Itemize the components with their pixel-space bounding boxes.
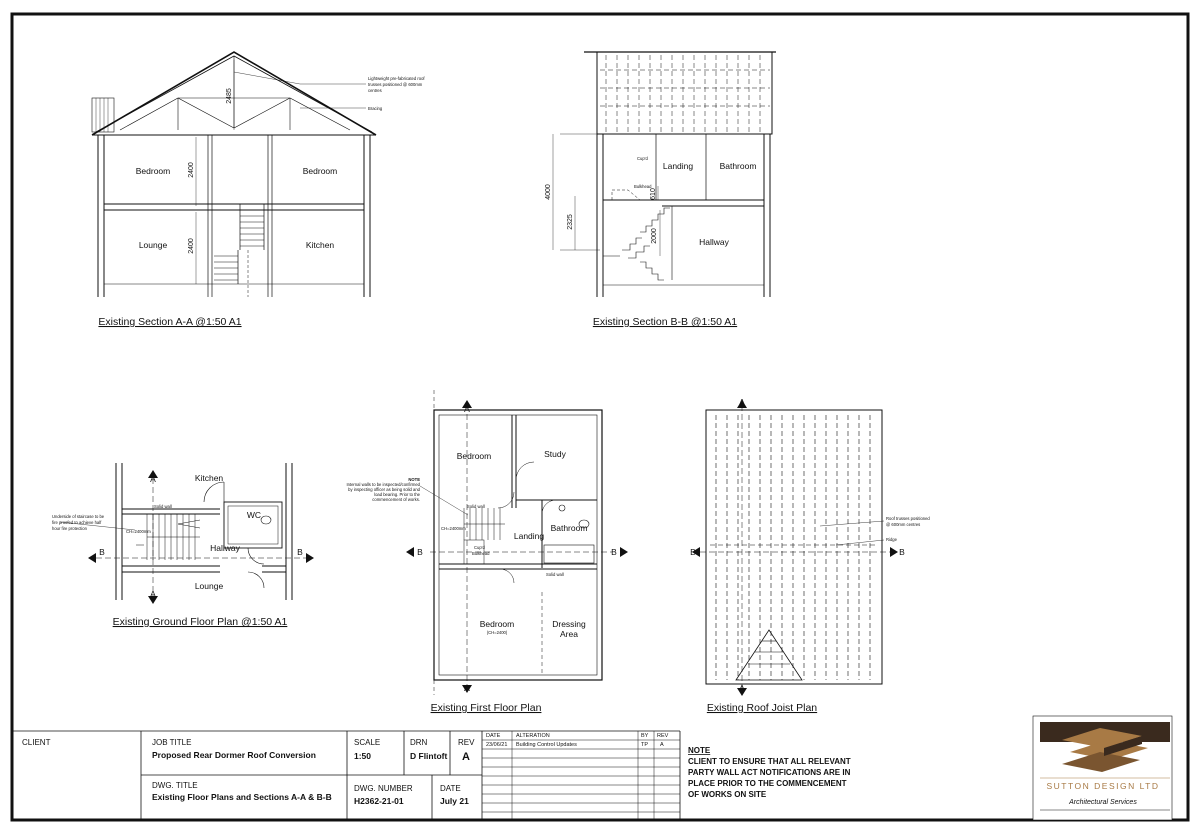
logo-tagline: Architectural Services bbox=[1069, 799, 1137, 806]
first-dressing-1: Dressing bbox=[552, 619, 586, 629]
roof-marker-a-bottom: A bbox=[739, 683, 745, 693]
section-a-lounge: Lounge bbox=[138, 240, 168, 250]
rev-table-header-alteration: ALTERATION bbox=[516, 733, 550, 739]
dwg-number-label: DWG. NUMBER bbox=[354, 784, 413, 793]
dwg-number-value: H2362-21-01 bbox=[354, 796, 404, 806]
site-note-line-2: PARTY WALL ACT NOTIFICATIONS ARE IN bbox=[688, 768, 851, 777]
section-b-dim-total: 4000 bbox=[545, 184, 552, 200]
roof-note-ridge: Ridge bbox=[886, 537, 897, 542]
rev-table-header-rev: REV bbox=[657, 733, 669, 739]
job-title-value: Proposed Rear Dormer Roof Conversion bbox=[152, 750, 316, 760]
ground-floor-plan bbox=[60, 463, 306, 600]
roof-plan-title: Existing Roof Joist Plan bbox=[706, 702, 818, 714]
roof-marker-a-top: A bbox=[739, 397, 745, 407]
dwg-title-label: DWG. TITLE bbox=[152, 781, 198, 790]
date-label: DATE bbox=[440, 784, 461, 793]
section-b-dim-stair: 2000 bbox=[651, 228, 658, 244]
ground-marker-b-right-icon bbox=[306, 553, 314, 563]
section-b-bathroom: Bathroom bbox=[719, 161, 757, 171]
first-marker-b-right: B bbox=[611, 547, 617, 557]
rev-label: REV bbox=[458, 738, 475, 747]
site-note-line-1: CLIENT TO ENSURE THAT ALL RELEVANT bbox=[688, 757, 851, 766]
first-note-l4: commencement of works. bbox=[372, 497, 420, 502]
section-a-dim-upper: 2400 bbox=[188, 162, 195, 178]
section-a-bracing-note: Bracing bbox=[368, 106, 383, 111]
first-note-l1: Internal walls to be inspected/confirmed bbox=[346, 482, 420, 487]
rev-table-row-by: TP bbox=[641, 742, 649, 748]
ground-kitchen: Kitchen bbox=[194, 473, 224, 483]
section-a-bedroom-left: Bedroom bbox=[135, 166, 171, 176]
first-study: Study bbox=[544, 449, 566, 459]
section-b-title: Existing Section B-B @1:50 A1 bbox=[592, 316, 738, 328]
first-marker-b-left-icon bbox=[406, 547, 414, 557]
ground-marker-b-left: B bbox=[99, 547, 105, 557]
first-marker-b-right-icon bbox=[620, 547, 628, 557]
section-b-cupd: Cup'd bbox=[637, 156, 648, 161]
first-floor-plan bbox=[420, 390, 612, 695]
first-plan-title: Existing First Floor Plan bbox=[430, 702, 542, 714]
ground-lounge: Lounge bbox=[194, 581, 224, 591]
rev-table-row-rev: A bbox=[660, 742, 664, 748]
section-b-landing: Landing bbox=[662, 161, 694, 171]
section-a-truss-note-3: centres bbox=[368, 88, 382, 93]
first-marker-a-bottom: A bbox=[464, 683, 470, 693]
section-b-hallway: Hallway bbox=[699, 237, 729, 247]
ground-wc: WC bbox=[246, 510, 262, 520]
client-label: CLIENT bbox=[22, 738, 51, 747]
scale-value: 1:50 bbox=[354, 751, 372, 761]
title-block bbox=[12, 731, 680, 820]
ground-note-solid: Solid wall bbox=[154, 504, 172, 509]
rev-table-row-alteration: Building Control Updates bbox=[516, 742, 577, 748]
site-note-line-3: PLACE PRIOR TO THE COMMENCEMENT bbox=[688, 779, 847, 788]
ground-note-under-3: hour fire protection bbox=[52, 526, 87, 531]
site-note-head: NOTE bbox=[688, 746, 711, 755]
first-bedroom-bottom: Bedroom bbox=[479, 619, 515, 629]
section-b-dim-gap: 610 bbox=[650, 188, 657, 200]
ground-marker-b-left-icon bbox=[88, 553, 96, 563]
section-a-kitchen: Kitchen bbox=[305, 240, 335, 250]
ground-marker-a-top: A bbox=[150, 474, 156, 484]
first-note-cupd: Cup'd bbox=[474, 545, 485, 550]
first-note-solid2: Solid wall bbox=[546, 572, 564, 577]
first-marker-a-top: A bbox=[464, 404, 470, 414]
section-a-title: Existing Section A-A @1:50 A1 bbox=[98, 316, 242, 328]
rev-table-header-by: BY bbox=[641, 733, 649, 739]
logo-company-name: SUTTON DESIGN LTD bbox=[1046, 781, 1160, 791]
section-b-b bbox=[553, 52, 776, 297]
scale-label: SCALE bbox=[354, 738, 381, 747]
drn-value: D Flintoft bbox=[410, 751, 448, 761]
first-note-l2: by inspecting officer as being solid and bbox=[348, 487, 420, 492]
ground-note-under-1: Underside of staircase to be bbox=[52, 514, 105, 519]
roof-note-truss-2: @ 600mm centres bbox=[886, 522, 921, 527]
section-a-dim-lower: 2400 bbox=[188, 238, 195, 254]
first-landing: Landing bbox=[513, 531, 545, 541]
first-bathroom: Bathroom bbox=[550, 523, 588, 533]
first-note-ch: CH=2400mm bbox=[441, 526, 466, 531]
site-note-line-4: OF WORKS ON SITE bbox=[688, 790, 767, 799]
section-b-bulkhead: Bulkhead bbox=[634, 184, 652, 189]
first-note-solid: Solid wall bbox=[467, 504, 485, 509]
section-a-dim-roof: 2485 bbox=[226, 88, 233, 104]
date-value: July 21 bbox=[440, 796, 469, 806]
roof-marker-b-left: B bbox=[690, 547, 696, 557]
ground-marker-b-right: B bbox=[297, 547, 303, 557]
first-bedroom-top: Bedroom bbox=[456, 451, 492, 461]
first-note-l3: load bearing. Prior to the bbox=[374, 492, 420, 497]
roof-note-truss-1: Roof trusses positioned bbox=[886, 516, 930, 521]
rev-table-header-date: DATE bbox=[486, 733, 501, 739]
first-marker-b-left: B bbox=[417, 547, 423, 557]
ground-note-ch: CH=2400mm bbox=[126, 529, 151, 534]
section-a-truss-note-2: trusses positioned @ 600mm bbox=[368, 82, 423, 87]
ground-hallway: Hallway bbox=[210, 543, 240, 553]
rev-value: A bbox=[462, 751, 470, 763]
roof-joist-plan bbox=[700, 405, 890, 688]
drn-label: DRN bbox=[410, 738, 428, 747]
section-a-truss-note-1: Lightweight pre-fabricated roof bbox=[368, 76, 425, 81]
rev-table-row-date: 23/06/21 bbox=[486, 742, 508, 748]
first-note-bulkhead: Bulkhead bbox=[472, 551, 490, 556]
ground-marker-a-bottom: A bbox=[150, 589, 156, 599]
first-note-head: NOTE bbox=[408, 477, 420, 482]
section-a-bedroom-right: Bedroom bbox=[302, 166, 338, 176]
first-note-ch2: (CH=2400) bbox=[486, 630, 508, 635]
ground-plan-title: Existing Ground Floor Plan @1:50 A1 bbox=[112, 616, 288, 628]
roof-marker-b-right-icon bbox=[890, 547, 898, 557]
section-b-dim-mid: 2325 bbox=[567, 214, 574, 230]
first-dressing-2: Area bbox=[560, 629, 578, 639]
dwg-title-value: Existing Floor Plans and Sections A-A & B-B bbox=[152, 792, 332, 802]
roof-marker-b-right: B bbox=[899, 547, 905, 557]
ground-note-under-2: fire proofed to achieve half bbox=[52, 520, 102, 525]
job-title-label: JOB TITLE bbox=[152, 738, 192, 747]
